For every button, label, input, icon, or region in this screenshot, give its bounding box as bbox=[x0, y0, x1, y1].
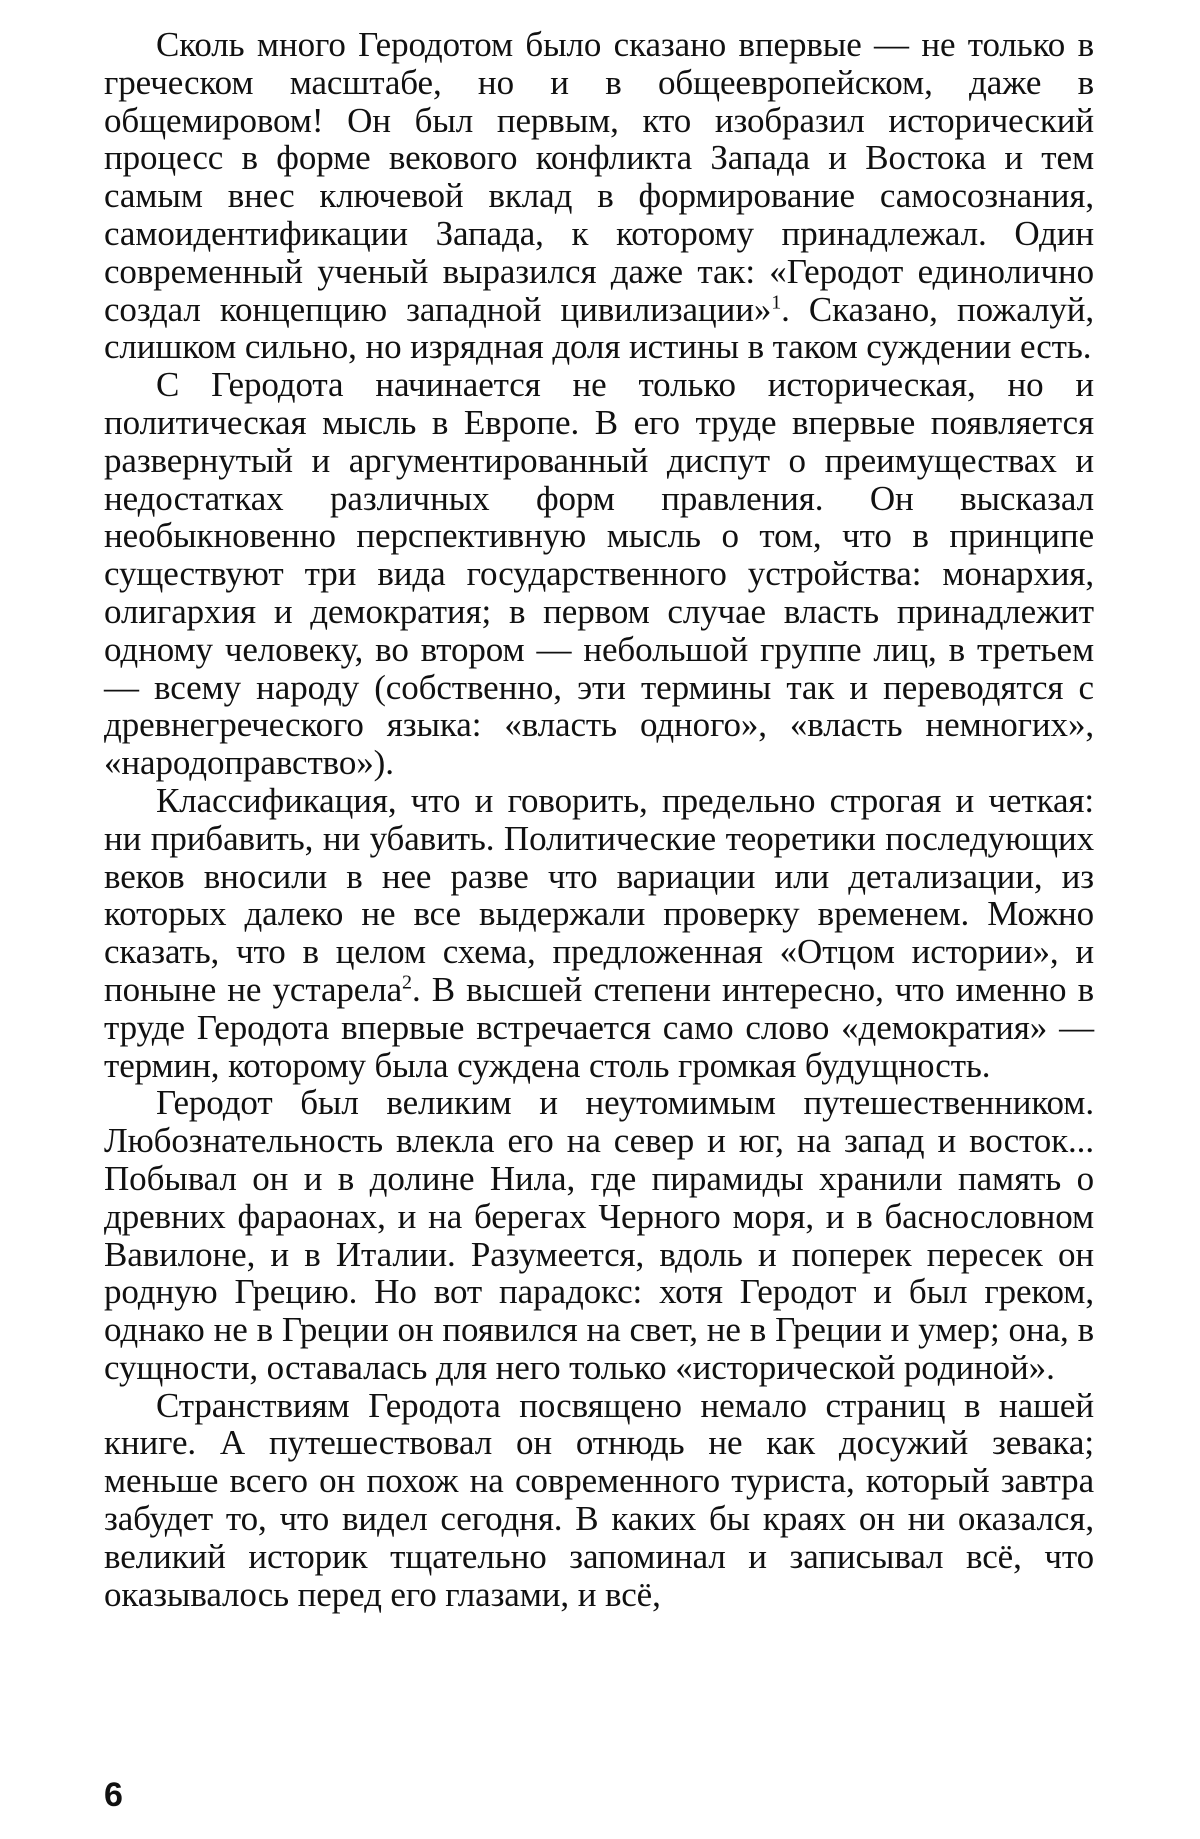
footnote-marker-2: 2 bbox=[402, 971, 412, 993]
paragraph-3 bbox=[104, 782, 1094, 1084]
paragraph-3-tail: . В высшей степени интересно, что именно в труде Геродота впервые встречается само слово «демократия» — термин, которому была суждена столь громкая будущность. bbox=[104, 970, 1094, 1085]
paragraph-1-text: Сколь много Геродотом было сказано впервые — не только в греческом масштабе, но и в общеевропейском, даже в общемировом! Он был первым, кто изобразил исторический процесс в форме векового конфликта Запада и Востока и тем самым внес ключевой вклад в формирование самосознания, самоидентификации Запада, к которому принадлежал. Один современный ученый выразился даже так: «Геродот единолично создал концепцию западной цивилизации» bbox=[104, 25, 1094, 329]
page-number: 6 bbox=[104, 1778, 123, 1812]
footnote-marker-1: 1 bbox=[771, 291, 781, 313]
paragraph-4-text: Геродот был великим и неутомимым путешественником. Любознательность влекла его на север и юг, на запад и восток... Побывал он и в долине Нила, где пирамиды хранили память о древних фараонах, и на берегах Черного моря, и в баснословном Вавилоне, и в Италии. Разумеется, вдоль и поперек пересек он родную Грецию. Но вот парадокс: хотя Геродот и был греком, однако не в Греции он появился на свет, не в Греции и умер; она, в сущности, оставалась для него только «исторической родиной». bbox=[104, 1083, 1094, 1387]
paragraph-3-text: Классификация, что и говорить, предельно строгая и четкая: ни прибавить, ни убавить. Политические теоретики последующих веков вносили в нее разве что вариации или детализации, из которых далеко не все выдержали проверку временем. Можно сказать, что в целом схема, предложенная «Отцом истории», и поныне не устарела bbox=[104, 781, 1094, 1009]
paragraph-2-text: С Геродота начинается не только историческая, но и политическая мысль в Европе. В его труде впервые появляется развернутый и аргументированный диспут о преимуществах и недостатках различных форм правления. Он высказал необыкновенно перспективную мысль о том, что в принципе существуют три вида государственного устройства: монархия, олигархия и демократия; в первом случае власть принадлежит одному человеку, во втором — небольшой группе лиц, в третьем — всему народу (собственно, эти термины так и переводятся с древнегреческого языка: «власть одного», «власть немногих», «народоправство»). bbox=[104, 365, 1094, 782]
paragraph-5-text: Странствиям Геродота посвящено немало страниц в нашей книге. А путешествовал он отнюдь не как досужий зевака; меньше всего он похож на современного туриста, который завтра забудет то, что видел сегодня. В каких бы краях он ни оказался, великий историк тщательно запоминал и записывал всё, что оказывалось перед его глазами, и всё, bbox=[104, 1386, 1094, 1614]
book-page bbox=[0, 0, 1200, 1839]
paragraph-5 bbox=[104, 1387, 1094, 1614]
paragraph-1-tail: . Сказано, пожалуй, слишком сильно, но изрядная доля истины в таком суждении есть. bbox=[104, 290, 1094, 367]
body-text bbox=[104, 26, 1094, 1613]
paragraph-4 bbox=[104, 1084, 1094, 1386]
paragraph-2 bbox=[104, 366, 1094, 782]
paragraph-1 bbox=[104, 26, 1094, 366]
